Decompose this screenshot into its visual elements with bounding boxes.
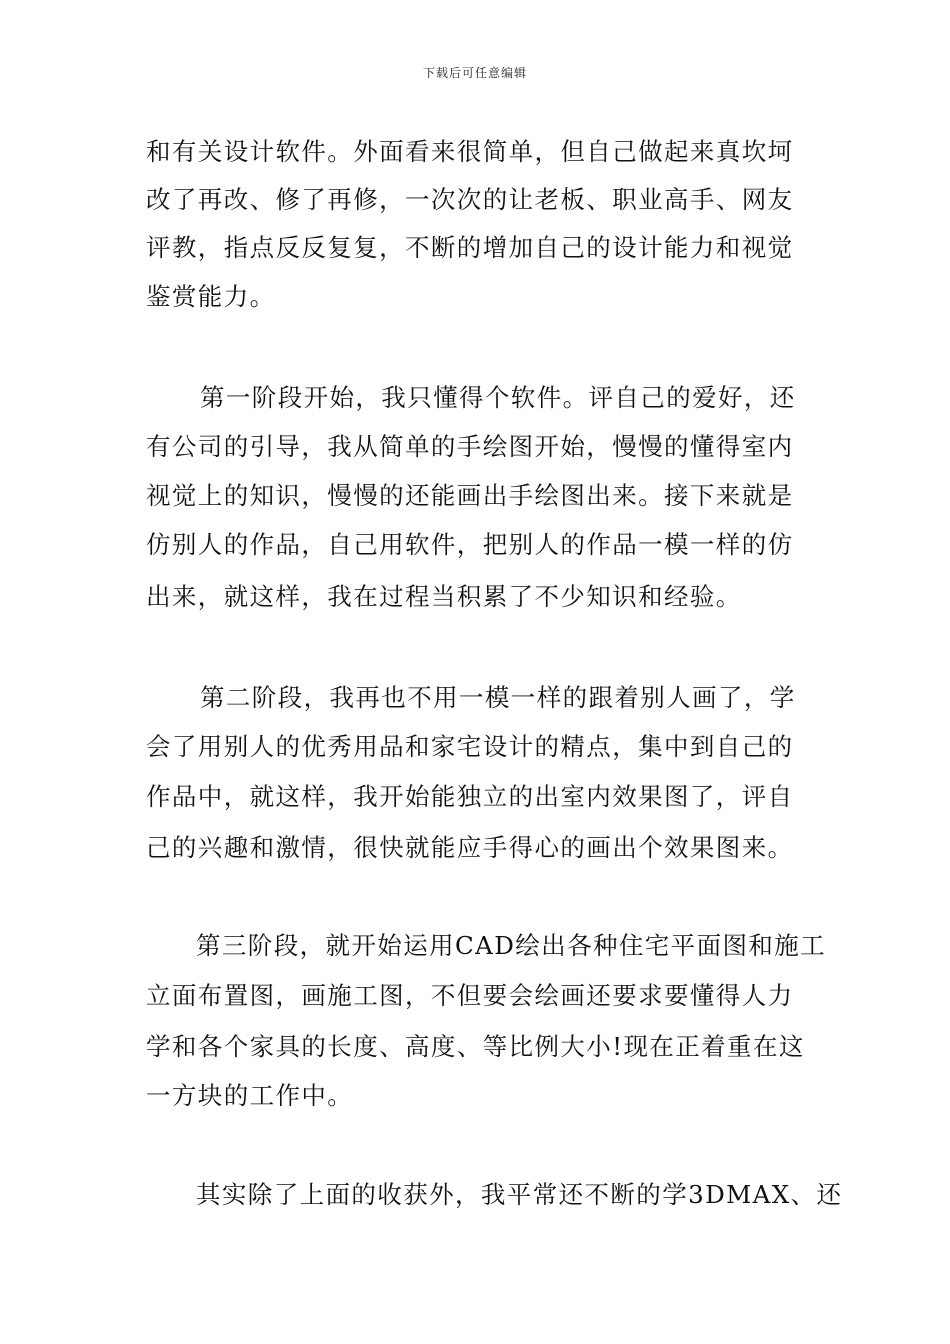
paragraph-2-line-3: 视觉上的知识，慢慢的还能画出手绘图出来。接下来就是 <box>146 481 794 510</box>
paragraph-3-line-1: 第二阶段，我再也不用一模一样的跟着别人画了，学 <box>200 683 796 712</box>
paragraph-1-line-3: 评教，指点反反复复，不断的增加自己的设计能力和视觉 <box>146 233 794 262</box>
paragraph-5-line-1: 其实除了上面的收获外，我平常还不断的学3DMAX、还 <box>196 1180 843 1209</box>
paragraph-2-line-1: 第一阶段开始，我只懂得个软件。评自己的爱好，还 <box>200 383 796 412</box>
paragraph-2-line-4: 仿别人的作品，自己用软件，把别人的作品一模一样的仿 <box>146 530 794 559</box>
paragraph-2-line-5: 出来，就这样，我在过程当积累了不少知识和经验。 <box>146 582 742 611</box>
paragraph-1-line-2: 改了再改、修了再修，一次次的让老板、职业高手、网友 <box>146 185 794 214</box>
paragraph-4-line-3: 学和各个家具的长度、高度、等比例大小!现在正着重在这 <box>146 1032 805 1061</box>
paragraph-4-line-2: 立面布置图，画施工图，不但要会绘画还要求要懂得人力 <box>146 981 794 1010</box>
paragraph-3-line-3: 作品中，就这样，我开始能独立的出室内效果图了，评自 <box>146 782 794 811</box>
paragraph-1-line-1: 和有关设计软件。外面看来很简单，但自己做起来真坎坷 <box>146 137 794 166</box>
paragraph-3-line-2: 会了用别人的优秀用品和家宅设计的精点，集中到自己的 <box>146 732 794 761</box>
paragraph-3-line-4: 己的兴趣和激情，很快就能应手得心的画出个效果图来。 <box>146 833 794 862</box>
header-note: 下载后可任意编辑 <box>422 66 527 80</box>
paragraph-1-line-4: 鉴赏能力。 <box>146 282 276 311</box>
paragraph-4-line-1: 第三阶段，就开始运用CAD绘出各种住宅平面图和施工 <box>196 931 827 960</box>
paragraph-4-line-4: 一方块的工作中。 <box>146 1081 354 1110</box>
paragraph-2-line-2: 有公司的引导，我从简单的手绘图开始，慢慢的懂得室内 <box>146 432 794 461</box>
